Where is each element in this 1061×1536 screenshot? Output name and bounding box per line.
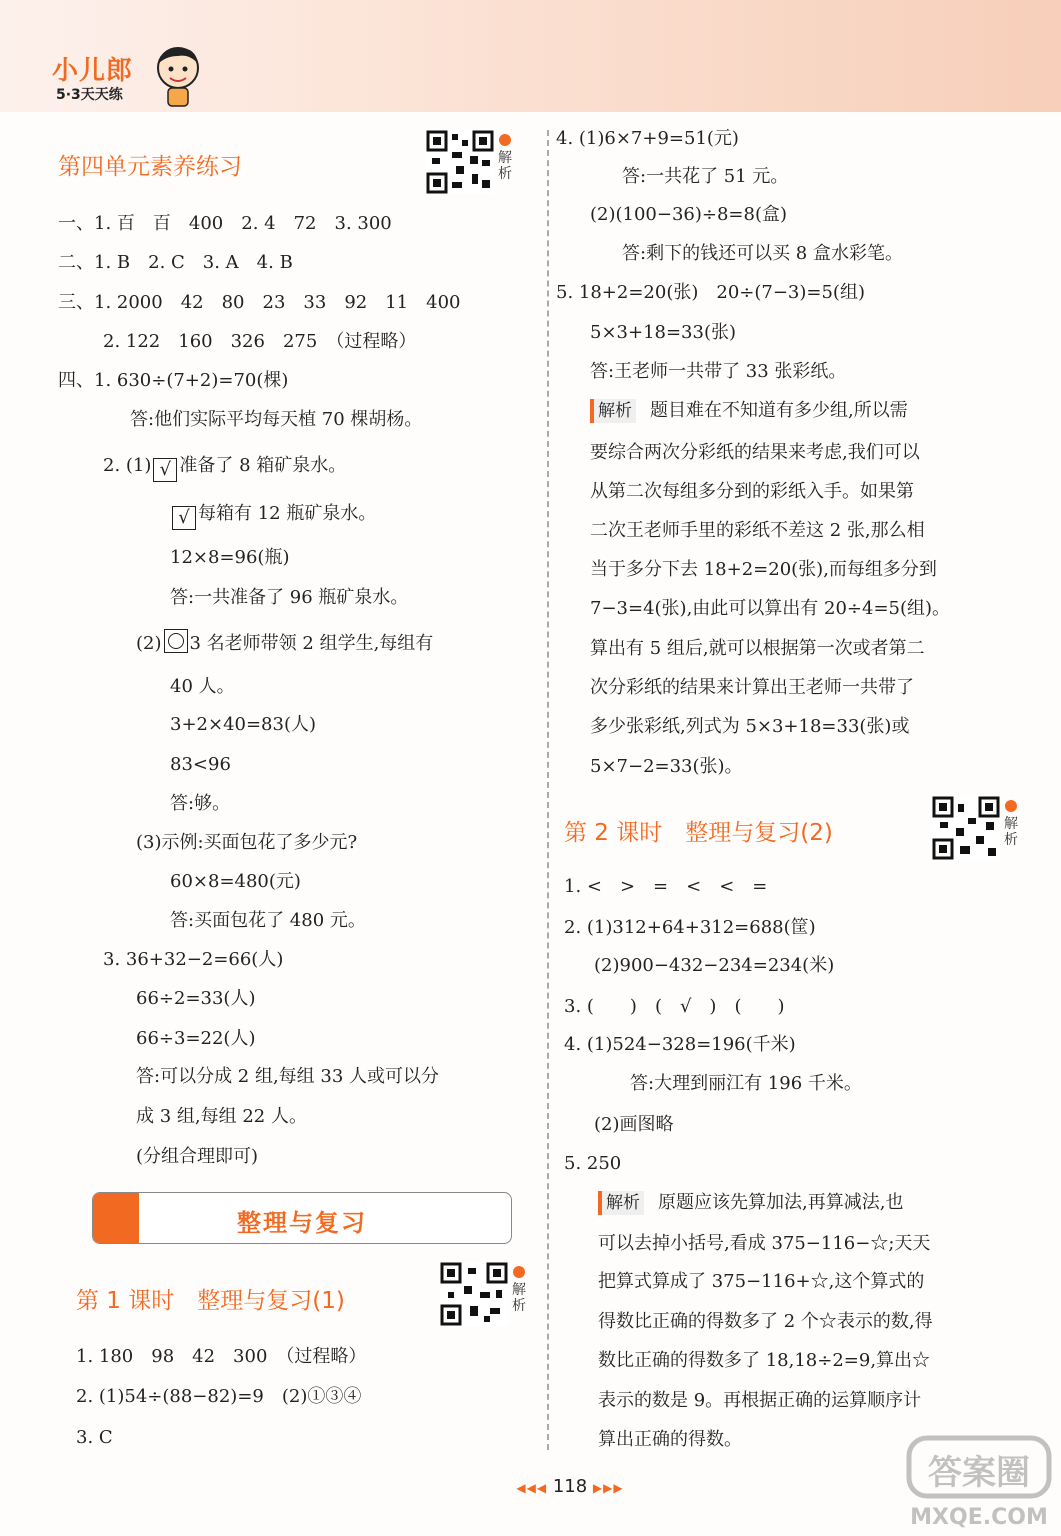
- chapter-banner: [92, 1192, 512, 1244]
- answer-line: (2)900−432−234=234(米): [594, 955, 835, 976]
- watermark-logo-glyphs: 答案圈: [928, 1453, 1030, 1493]
- circle-box-icon: [164, 629, 188, 653]
- answer-line: 4. (1)524−328=196(千米): [564, 1034, 796, 1055]
- answer-line: 答:剩下的钱还可以买 8 盒水彩笔。: [622, 243, 903, 264]
- play-arrow-icon: [499, 134, 511, 146]
- answer-line: 一、1. 百 百 400 2. 4 72 3. 300: [58, 213, 392, 234]
- answer-text: 准备了 8 箱矿泉水。: [179, 455, 347, 476]
- logo-subtitle: 5·3天天练: [56, 87, 123, 103]
- next-arrows-icon: ▶▶▶: [592, 1481, 624, 1495]
- answer-text: 每箱有 12 瓶矿泉水。: [198, 503, 377, 524]
- answer-line: 答:够。: [170, 793, 231, 814]
- check-box-icon: √: [153, 458, 177, 482]
- analysis-line: 7−3=4(张),由此可以算出有 20÷4=5(组)。: [590, 598, 951, 619]
- answer-line: 答:一共花了 51 元。: [622, 166, 789, 187]
- qr-label: 解析: [512, 1282, 526, 1315]
- play-arrow-icon: [513, 1266, 525, 1278]
- answer-line: 三、1. 2000 42 80 23 33 92 11 400: [58, 292, 461, 313]
- logo-title: 小儿郎: [52, 56, 134, 86]
- answer-line: (3)示例:买面包花了多少元?: [136, 832, 358, 853]
- answer-line: 答:可以分成 2 组,每组 33 人或可以分: [136, 1066, 440, 1087]
- analysis-line: 次分彩纸的结果来计算出王老师一共带了: [590, 677, 914, 698]
- column-divider: [547, 130, 549, 1450]
- analysis-line: 把算式算成了 375−116+☆,这个算式的: [598, 1271, 925, 1292]
- answer-line: 4. (1)6×7+9=51(元): [556, 128, 739, 149]
- analysis-line: 二次王老师手里的彩纸不差这 2 张,那么相: [590, 520, 925, 541]
- answer-line: 答:王老师一共带了 33 张彩纸。: [590, 361, 847, 382]
- answer-line: 答:大理到丽江有 196 千米。: [630, 1073, 862, 1094]
- answer-line: 40 人。: [170, 676, 235, 697]
- answer-line: 二、1. B 2. C 3. A 4. B: [58, 252, 293, 273]
- answer-line: (2)(100−36)÷8=8(盒): [590, 204, 787, 225]
- answer-line: (分组合理即可): [136, 1146, 259, 1167]
- answer-line: 5. 250: [564, 1153, 622, 1174]
- question-prefix: 2. (1): [103, 455, 152, 476]
- answer-line-checked: [103, 455, 346, 482]
- watermark-logo: [905, 1432, 1055, 1532]
- analysis-line: 算出正确的得数。: [598, 1429, 742, 1450]
- qr-label: 解析: [1004, 816, 1018, 849]
- answer-line: 3+2×40=83(人): [170, 714, 317, 735]
- analysis-label: 解析: [598, 1191, 644, 1215]
- answer-line: 2. (1)54÷(88−82)=9 (2)①③④: [76, 1386, 362, 1407]
- answer-line-circled: [136, 629, 433, 655]
- answer-line: 12×8=96(瓶): [170, 547, 290, 568]
- analysis-line: 多少张彩纸,列式为 5×3+18=33(张)或: [590, 716, 910, 737]
- answer-line: 2. 122 160 326 275 （过程略）: [103, 331, 417, 352]
- analysis-line: 表示的数是 9。再根据正确的运算顺序计: [598, 1390, 922, 1411]
- analysis-line: 从第二次每组多分到的彩纸入手。如果第: [590, 481, 914, 502]
- question-prefix: (2): [136, 633, 162, 654]
- answer-line: 3. C: [76, 1427, 113, 1448]
- lesson-1-title: 第 1 课时 整理与复习(1): [76, 1288, 345, 1314]
- answer-line: 答:一共准备了 96 瓶矿泉水。: [170, 587, 409, 608]
- answer-line: 3. 36+32−2=66(人): [103, 949, 284, 970]
- answer-line: (2)画图略: [594, 1114, 674, 1135]
- analysis-line: [590, 399, 908, 423]
- answer-line-checked: [170, 503, 376, 530]
- analysis-line: 当于多分下去 18+2=20(张),而每组多分到: [590, 559, 937, 580]
- analysis-line: [598, 1191, 903, 1215]
- answer-line: 成 3 组,每组 22 人。: [136, 1106, 307, 1127]
- answer-line: 3. ( ) ( √ ) ( ): [564, 996, 785, 1017]
- analysis-line: 得数比正确的得数多了 2 个☆表示的数,得: [598, 1311, 933, 1332]
- answer-line: 答:他们实际平均每天植 70 棵胡杨。: [130, 409, 423, 430]
- analysis-text: 题目难在不知道有多少组,所以需: [650, 400, 908, 421]
- analysis-line: 要综合两次分彩纸的结果来考虑,我们可以: [590, 442, 920, 463]
- check-box-icon: √: [172, 506, 196, 530]
- answer-line: 答:买面包花了 480 元。: [170, 910, 366, 931]
- mascot-icon: [150, 42, 206, 108]
- prev-arrows-icon: ◀◀◀: [516, 1481, 548, 1495]
- section-title-unit4: 第四单元素养练习: [58, 154, 242, 180]
- watermark-domain: MXQE.COM: [910, 1505, 1048, 1530]
- qr-code-icon[interactable]: [426, 130, 494, 194]
- qr-code-icon[interactable]: [932, 796, 1000, 860]
- qr-code-icon[interactable]: [440, 1262, 508, 1326]
- page-number: [480, 1476, 660, 1497]
- answer-line: 5×3+18=33(张): [590, 322, 737, 343]
- answer-line: 四、1. 630÷(7+2)=70(棵): [58, 370, 289, 391]
- answer-line: 1. 180 98 42 300 （过程略）: [76, 1346, 367, 1367]
- answer-text: 3 名老师带领 2 组学生,每组有: [189, 633, 434, 654]
- answer-line: 1. < > = < < =: [564, 876, 768, 897]
- analysis-line: 算出有 5 组后,就可以根据第一次或者第二: [590, 638, 925, 659]
- answer-line: 66÷3=22(人): [136, 1028, 256, 1049]
- banner-title: 整理与复习: [237, 1209, 367, 1237]
- page-number-text: 118: [552, 1476, 588, 1497]
- analysis-line: 数比正确的得数多了 18,18÷2=9,算出☆: [598, 1350, 931, 1371]
- lesson-2-title: 第 2 课时 整理与复习(2): [564, 820, 833, 846]
- answer-line: 60×8=480(元): [170, 871, 301, 892]
- analysis-line: 5×7−2=33(张)。: [590, 756, 743, 777]
- answer-line: 5. 18+2=20(张) 20÷(7−3)=5(组): [556, 282, 865, 303]
- answer-line: 83<96: [170, 754, 231, 775]
- answer-line: 2. (1)312+64+312=688(筐): [564, 917, 816, 938]
- play-arrow-icon: [1005, 800, 1017, 812]
- analysis-line: 可以去掉小括号,看成 375−116−☆;天天: [598, 1233, 931, 1254]
- analysis-label: 解析: [590, 399, 636, 423]
- answer-line: 66÷2=33(人): [136, 988, 256, 1009]
- qr-label: 解析: [498, 150, 512, 183]
- analysis-text: 原题应该先算加法,再算减法,也: [658, 1192, 904, 1213]
